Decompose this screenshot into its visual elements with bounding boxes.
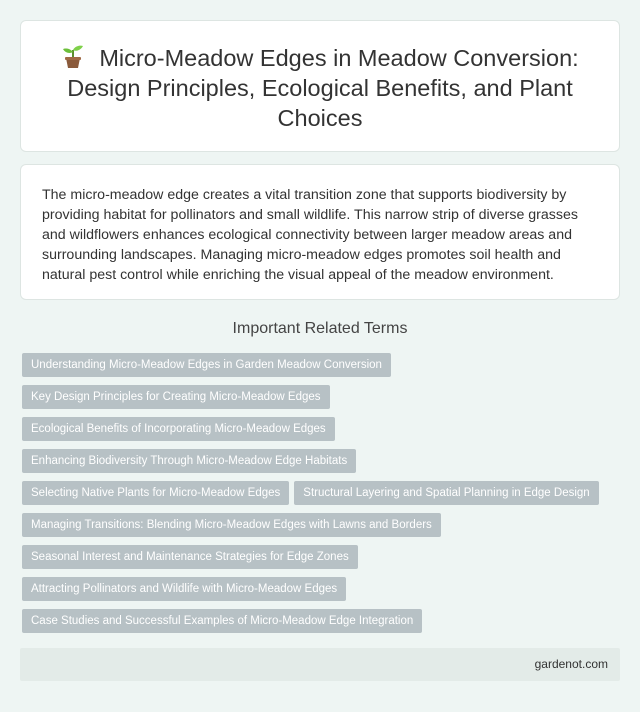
title-card	[20, 20, 620, 152]
related-term-tag[interactable]: Enhancing Biodiversity Through Micro-Meadow Edge Habitats	[22, 449, 356, 473]
tag-row	[22, 609, 622, 641]
tag-row	[22, 481, 622, 513]
related-terms-heading: Important Related Terms	[232, 320, 408, 337]
tag-row	[22, 545, 622, 577]
seedling-icon	[61, 43, 85, 69]
footer-site-link[interactable]: gardenot.com	[534, 657, 608, 671]
related-term-tag[interactable]: Seasonal Interest and Maintenance Strategies for Edge Zones	[22, 545, 358, 569]
related-term-tag[interactable]: Key Design Principles for Creating Micro-Meadow Edges	[22, 385, 330, 409]
tag-row	[22, 417, 622, 449]
page-title-text: Micro-Meadow Edges in Meadow Conversion: Design Principles, Ecological Benefits, and Plant Choices	[67, 45, 579, 131]
page-title	[41, 43, 599, 133]
related-term-tag[interactable]: Managing Transitions: Blending Micro-Meadow Edges with Lawns and Borders	[22, 513, 441, 537]
tag-row	[22, 353, 622, 385]
description-card	[20, 164, 620, 300]
footer	[20, 648, 620, 681]
description-text: The micro-meadow edge creates a vital transition zone that supports biodiversity by providing habitat for pollinators and small wildlife. This narrow strip of diverse grasses and wildflowers enhances ecological connectivity between larger meadow areas and surrounding landscapes. Managing micro-meadow edges promotes soil health and natural pest control while enriching the visual appeal of the meadow environment.	[42, 187, 578, 283]
related-term-tag[interactable]: Selecting Native Plants for Micro-Meadow Edges	[22, 481, 289, 505]
tag-row	[22, 385, 622, 417]
related-term-tag[interactable]: Understanding Micro-Meadow Edges in Garden Meadow Conversion	[22, 353, 391, 377]
related-term-tag[interactable]: Attracting Pollinators and Wildlife with Micro-Meadow Edges	[22, 577, 346, 601]
tag-row	[22, 449, 622, 481]
related-term-tag[interactable]: Case Studies and Successful Examples of Micro-Meadow Edge Integration	[22, 609, 422, 633]
tag-row	[22, 577, 622, 609]
tag-row	[22, 513, 622, 545]
related-terms-list	[22, 353, 622, 641]
related-term-tag[interactable]: Structural Layering and Spatial Planning in Edge Design	[294, 481, 598, 505]
related-term-tag[interactable]: Ecological Benefits of Incorporating Micro-Meadow Edges	[22, 417, 335, 441]
